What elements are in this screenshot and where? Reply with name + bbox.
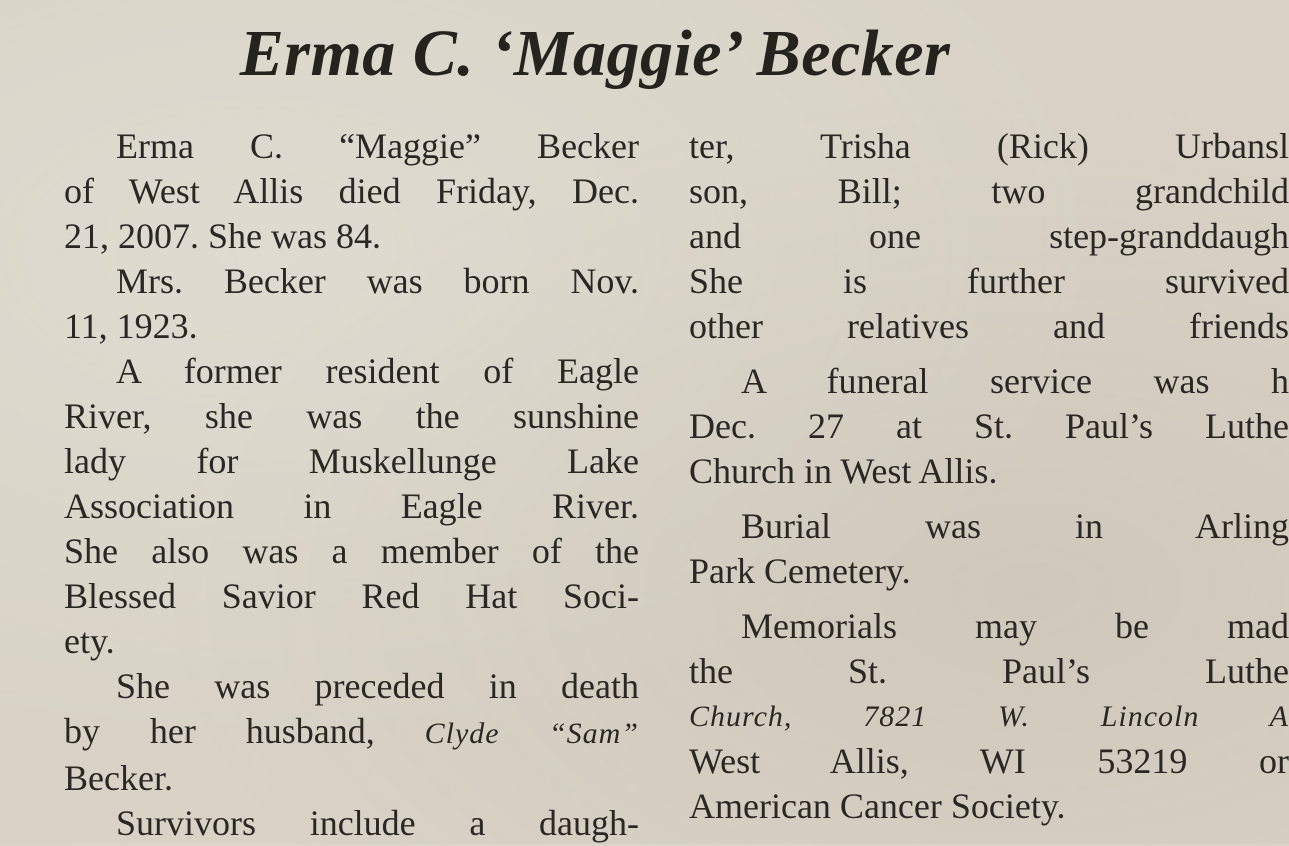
paragraph-biography	[64, 349, 639, 664]
text-line: lady for Muskellunge Lake	[64, 441, 639, 481]
paragraph-funeral	[689, 359, 1289, 494]
text-line: Mrs. Becker was born Nov.	[116, 261, 639, 301]
text-line: ety.	[64, 621, 115, 661]
text-line: the St. Paul’s Luthe	[689, 651, 1289, 691]
paragraph-burial	[689, 504, 1289, 594]
text-line: Blessed Savior Red Hat Soci-	[64, 576, 639, 616]
text-line: West Allis, WI 53219 or	[689, 741, 1289, 781]
text-line: She is further survived	[689, 261, 1289, 301]
text-line: Burial was in Arling	[741, 506, 1289, 546]
text-line: son, Bill; two grandchild	[689, 171, 1289, 211]
text-line: and one step-granddaugh	[689, 216, 1289, 256]
right-column-clip	[689, 124, 1289, 844]
text-line: ter, Trisha (Rick) Urbansl	[689, 126, 1289, 166]
text-line: of West Allis died Friday, Dec.	[64, 171, 639, 211]
paragraph-survivors-cont	[689, 124, 1289, 349]
text-line: Church in West Allis.	[689, 451, 998, 491]
text-line-with-name	[64, 709, 639, 756]
left-column	[64, 124, 639, 846]
text-fragment: by her husband,	[64, 711, 425, 751]
text-line: Association in Eagle River.	[64, 486, 639, 526]
paragraph-survivors-start	[64, 801, 639, 846]
text-line: Dec. 27 at St. Paul’s Luthe	[689, 406, 1289, 446]
text-line: She was preceded in death	[116, 666, 639, 706]
text-line: 21, 2007. She was 84.	[64, 216, 381, 256]
church-address-line: Church, 7821 W. Lincoln A	[689, 700, 1289, 733]
paragraph-death-notice	[64, 124, 639, 259]
text-line: other relatives and friends	[689, 306, 1289, 346]
paragraph-memorials	[689, 604, 1289, 829]
right-column	[689, 124, 1289, 829]
text-line: 11, 1923.	[64, 306, 198, 346]
obituary-headline: Erma C. ‘Maggie’ Becker	[239, 17, 951, 90]
paragraph-birth	[64, 259, 639, 349]
text-line: A funeral service was h	[741, 361, 1289, 401]
text-line: Survivors include a daugh-	[116, 803, 639, 843]
text-line: She also was a member of the	[64, 531, 639, 571]
paragraph-preceded	[64, 664, 639, 801]
text-line: Erma C. “Maggie” Becker	[116, 126, 639, 166]
husband-name: Clyde “Sam”	[424, 717, 639, 750]
text-line: Becker.	[64, 758, 173, 798]
text-line: A former resident of Eagle	[116, 351, 639, 391]
text-line: River, she was the sunshine	[64, 396, 639, 436]
text-line: Memorials may be mad	[741, 606, 1289, 646]
text-line: American Cancer Society.	[689, 786, 1066, 826]
text-line: Park Cemetery.	[689, 551, 911, 591]
